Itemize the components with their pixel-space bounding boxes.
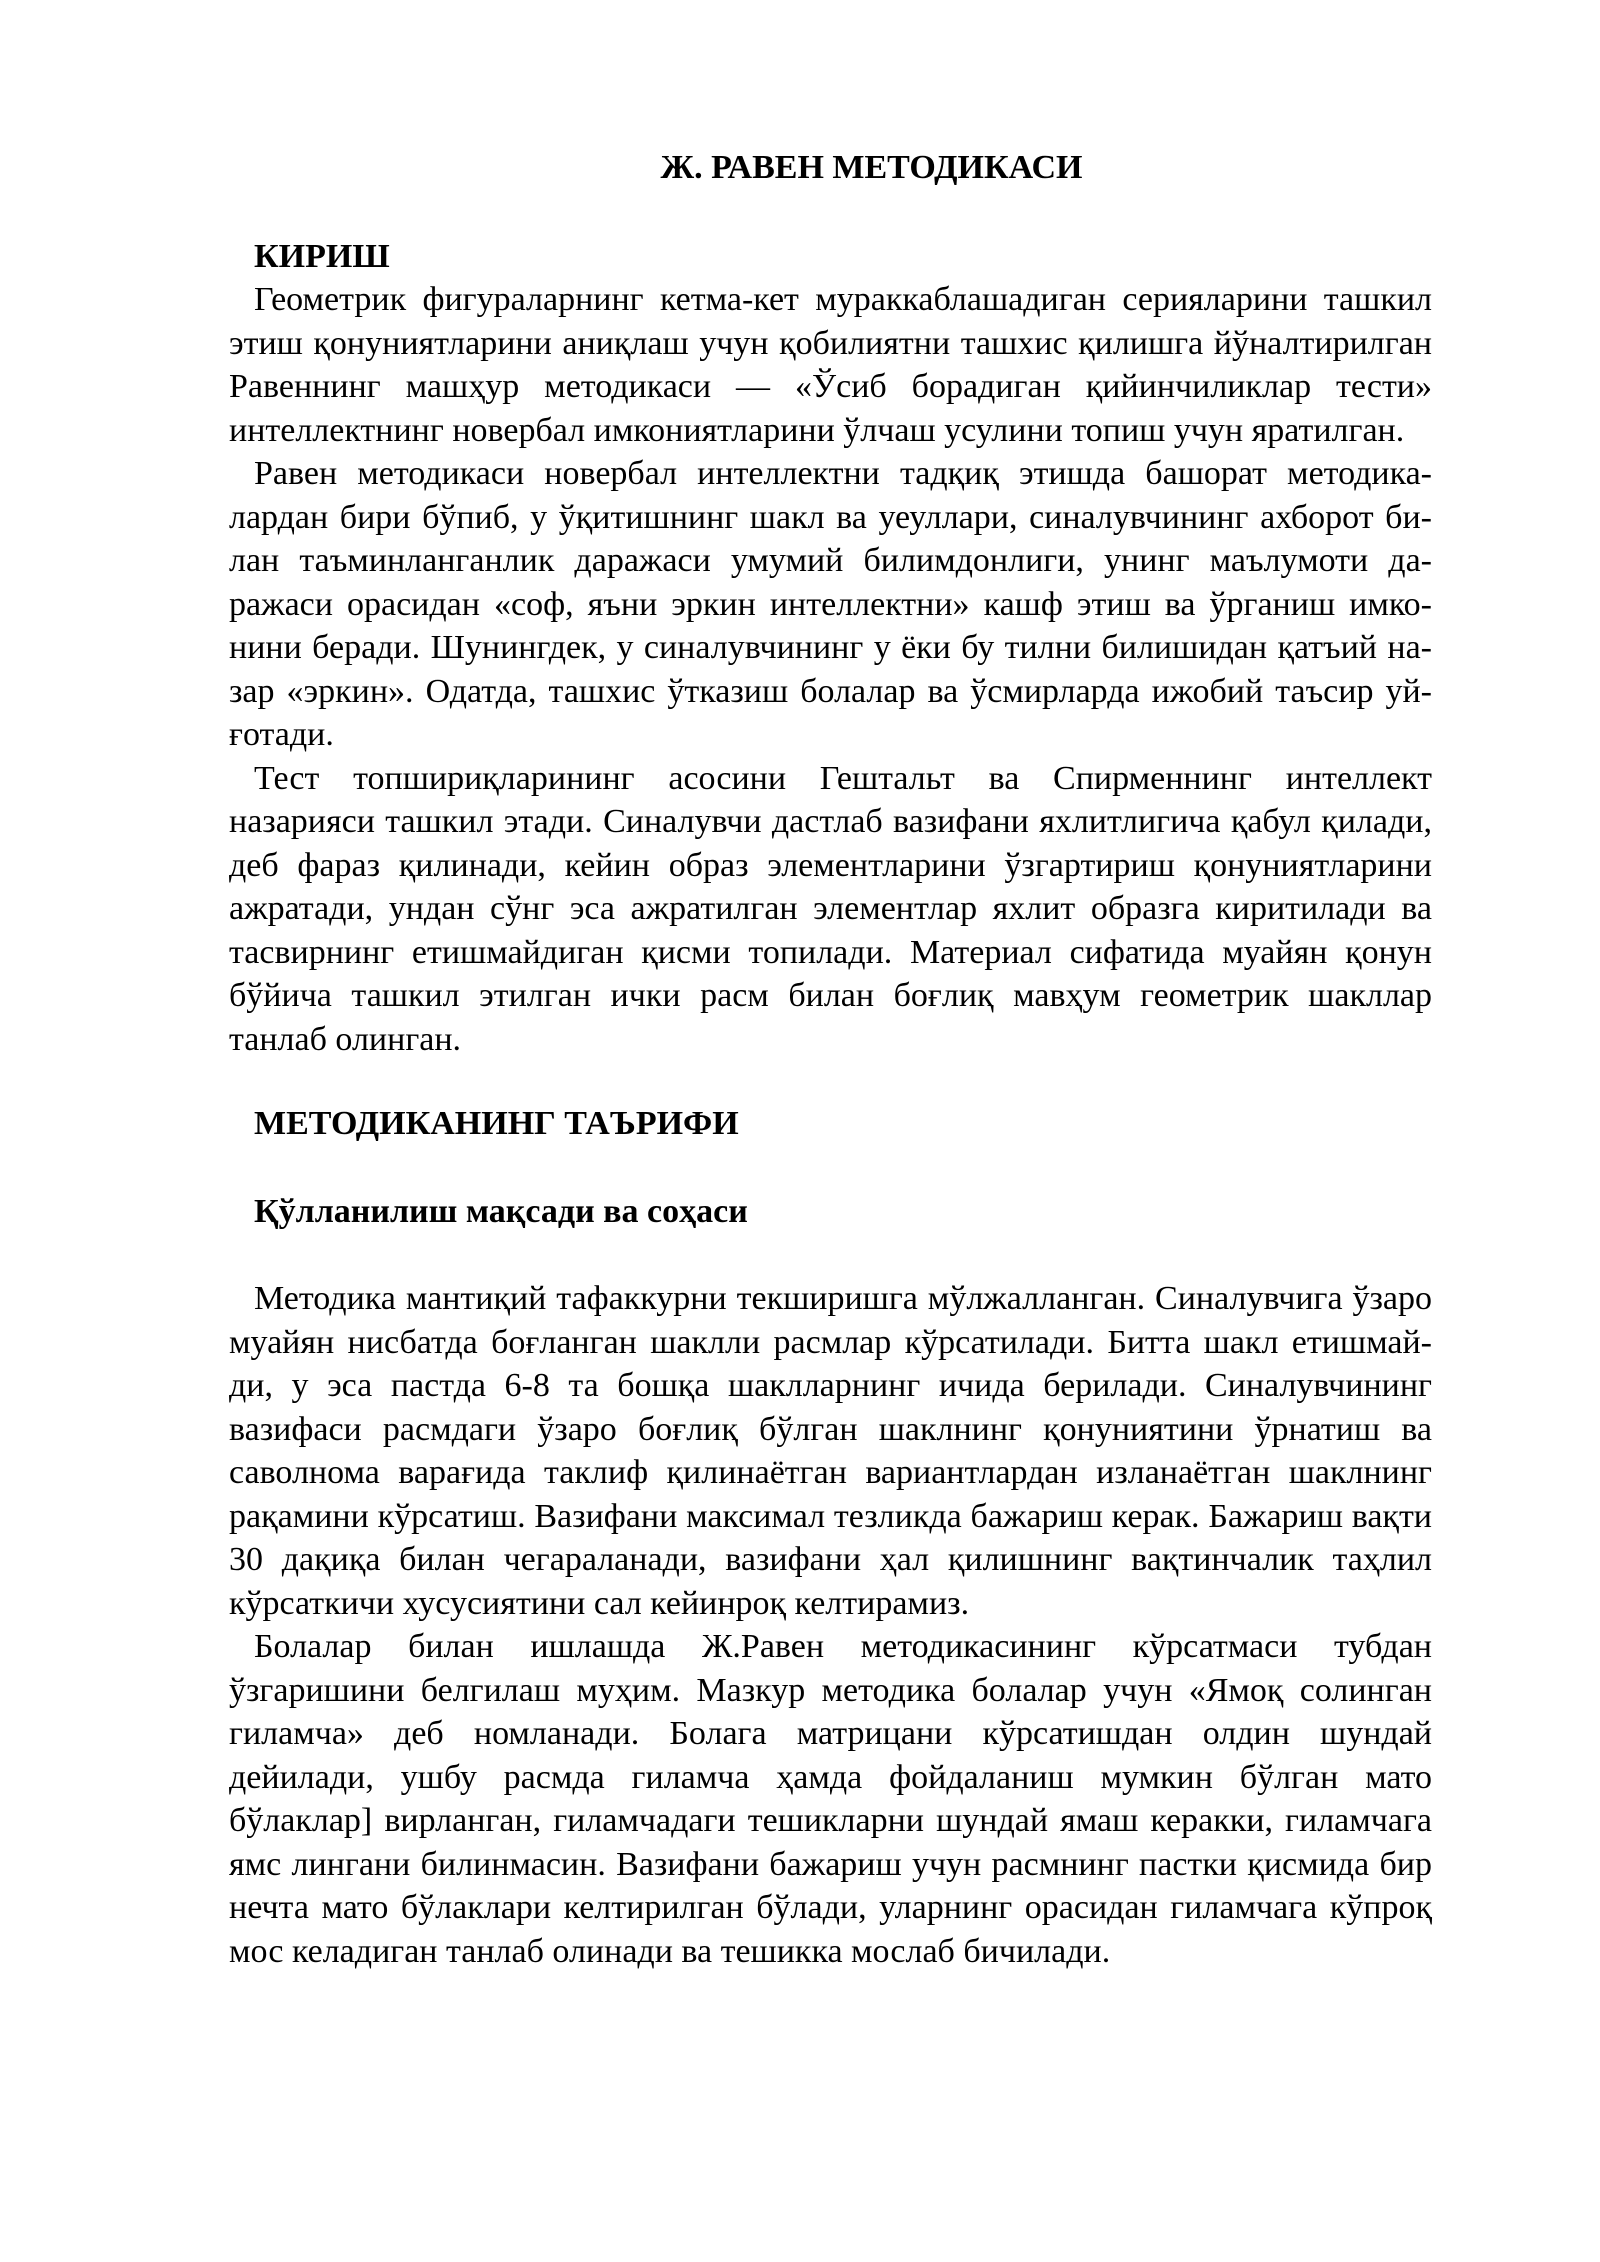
paragraph: Болалар билан ишлашда Ж.Равен методикасининг кўрсатмаси тубдан ўзгаришини белгилаш муҳим. Мазкур методика болалар учун «Ямоқ солинган гиламча» деб номланади. Болага матрицани кўрсатишдан олдин шундай дейилади, ушбу расмда гиламча ҳамда фойдаланиш мумкин бўлган мато бўлаклар] вирланган, гиламчадаги тешикларни шундай ямаш керакки, гиламчага ямс лингани билинмасин. Вазифани бажариш учун расмнинг пастки қисмида бир нечта мато бўлаклари келтирилган бўлади, уларнинг орасидан гиламчага кўпроқ мос келадиган танлаб олинади ва тешикка мослаб бичилади. [229,1628,1432,1970]
section-heading-description: МЕТОДИКАНИНГ ТАЪРИФИ [254,1105,739,1142]
paragraph: Тест топшириқларининг асосини Гештальт ва Спирменнинг интеллект назарияси ташкил этади. Синалувчи дастлаб вазифани яхлитлигича қабул қилади, деб фараз қилинади, кейин образ элементларини ўзгартириш қонуниятларини ажратади, ундан сўнг эса ажратилган элементлар яхлит образга киритилади ва тасвирнинг етишмайдиган қисми топилади. Материал сифатида муайян қонун бўйича ташкил этилган ички расм билан боғлиқ мавҳум геометрик шакллар танлаб олинган. [229,759,1432,1058]
section-heading-intro: КИРИШ [254,238,390,275]
paragraph: Равен методикаси новербал интеллектни тадқиқ этишда башорат методика-лардан бири бўпиб, у ўқитишнинг шакл ва уеуллари, синалувчининг ахборот би-лан таъминланганлик даражаси умумий билимдонлиги, унинг маълумоти да-ражаси орасидан «соф, яъни эркин интеллектни» кашф этиш ва ўрганиш имко-нини беради. Шунингдек, у синалувчининг у ёки бу тилни билишидан қатъий на-зар «эркин». Одатда, ташхис ўтказиш болалар ва ўсмирларда ижобий таъсир уй-ғотади. [229,455,1432,753]
document-title: Ж. РАВЕН МЕТОДИКАСИ [660,149,1083,186]
paragraph: Методика мантиқий тафаккурни текширишга мўлжалланган. Синалувчига ўзаро муайян нисбатда боғланган шаклли расмлар кўрсатилади. Битта шакл етишмай-ди, у эса пастда 6-8 та бошқа шаклларнинг ичида берилади. Синалувчининг вазифаси расмдаги ўзаро боғлиқ бўлган шаклнинг қонуниятини ўрнатиш ва саволнома варағида таклиф қилинаётган вариантлардан изланаётган шаклнинг рақамини кўрсатиш. Вазифани максимал тезликда бажариш керак. Бажариш вақти 30 дақиқа билан чегараланади, вазифани ҳал қилишнинг вақтинчалик таҳлил кўрсаткичи хусусиятини сал кейинроқ келтирамиз. [229,1280,1432,1622]
paragraph: Геометрик фигураларнинг кетма-кет мураккаблашадиган серияларини ташкил этиш қонуниятларини аниқлаш учун қобилиятни ташхис қилишга йўналтирилган Равеннинг машҳур методикаси — «Ўсиб борадиган қийинчиликлар тести» интеллектнинг новербал имкониятларини ўлчаш усулини топиш учун яратилган. [229,281,1432,449]
subheading-purpose: Қўлланилиш мақсади ва соҳаси [254,1193,748,1230]
